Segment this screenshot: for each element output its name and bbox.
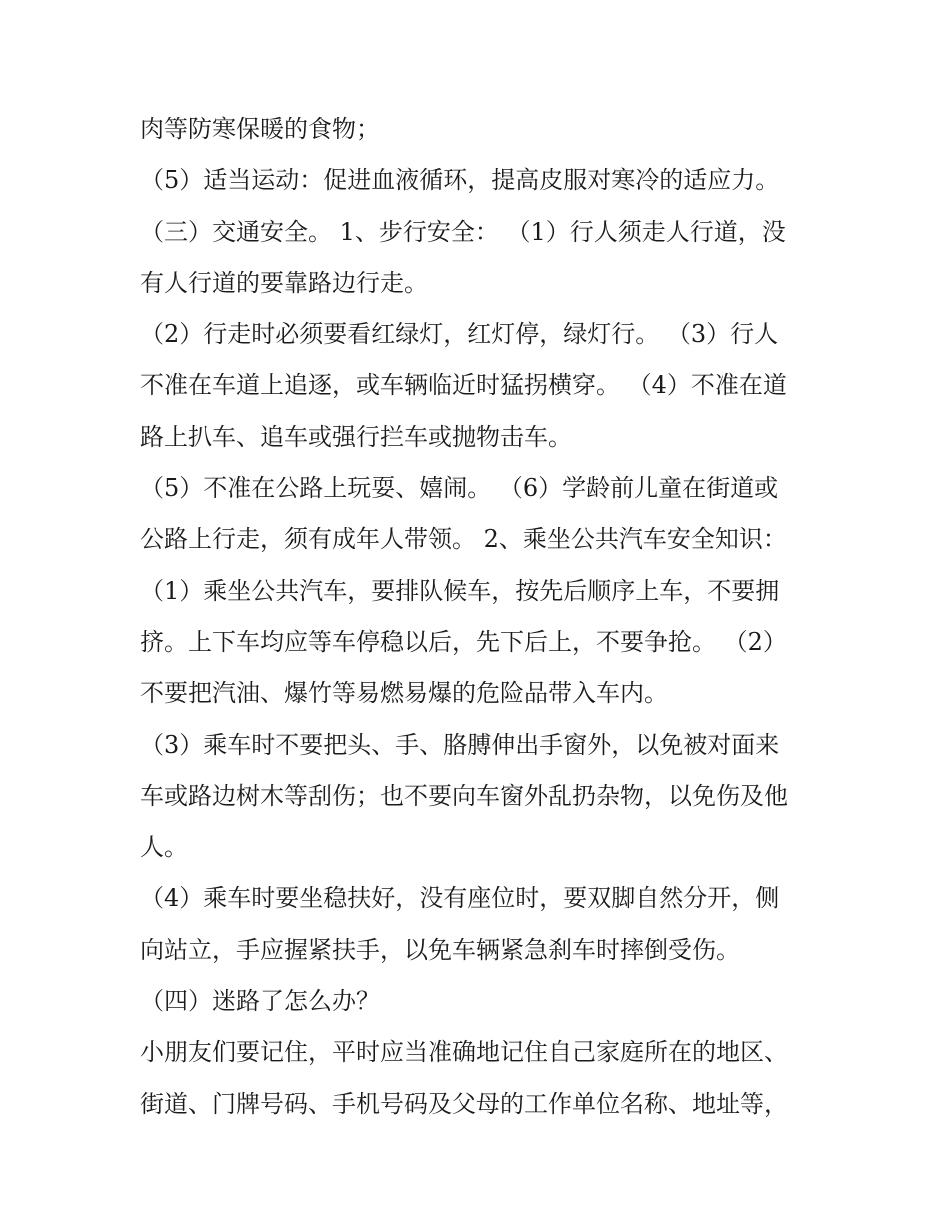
body-text: [140, 104, 820, 1130]
text-line: 肉等防寒保暖的食物；: [140, 115, 380, 143]
text-line: 路上扒车、追车或强行拦车或抛物击车。: [140, 422, 572, 451]
text-line: 小朋友们要记住，平时应当准确地记住自己家庭所在的地区、: [140, 1038, 788, 1067]
text-line: 有人行道的要靠路边行走。: [140, 268, 428, 297]
text-line: （2）行走时必须要看红绿灯，红灯停，绿灯行。 （3）行人: [140, 320, 779, 349]
text-line: 车或路边树木等刮伤；也不要向车窗外乱扔杂物，以免伤及他: [140, 781, 788, 810]
text-line: （3）乘车时不要把头、手、胳膊伸出手窗外，以免被对面来: [140, 730, 780, 759]
text-line: 人。: [140, 833, 188, 862]
text-line: （三）交通安全。 1、步行安全： （1）行人须走人行道，没: [140, 217, 786, 246]
text-line: （1）乘坐公共汽车，要排队候车，按先后顺序上车，不要拥: [140, 576, 780, 605]
text-line: （5）适当运动：促进血液循环，提高皮服对寒冷的适应力。: [140, 166, 780, 195]
text-line: 公路上行走，须有成年人带领。 2、乘坐公共汽车安全知识：: [140, 525, 787, 554]
text-line: （4）乘车时要坐稳扶好，没有座位时，要双脚自然分开，侧: [140, 884, 780, 913]
text-line: 街道、门牌号码、手机号码及父母的工作单位名称、地址等，: [140, 1089, 788, 1118]
text-line: 不准在车道上追逐，或车辆临近时猛拐横穿。 （4）不准在道: [140, 371, 787, 400]
text-line: （5）不准在公路上玩耍、嬉闹。 （6）学龄前儿童在街道或: [140, 474, 779, 503]
text-line: 挤。上下车均应等车停稳以后，先下后上，不要争抢。 （2）: [140, 627, 787, 656]
text-line: 不要把汽油、爆竹等易燃易爆的危险品带入车内。: [140, 679, 668, 708]
text-line: （四）迷路了怎么办？: [140, 987, 380, 1016]
text-line: 向站立，手应握紧扶手，以免车辆紧急刹车时摔倒受伤。: [140, 935, 740, 964]
